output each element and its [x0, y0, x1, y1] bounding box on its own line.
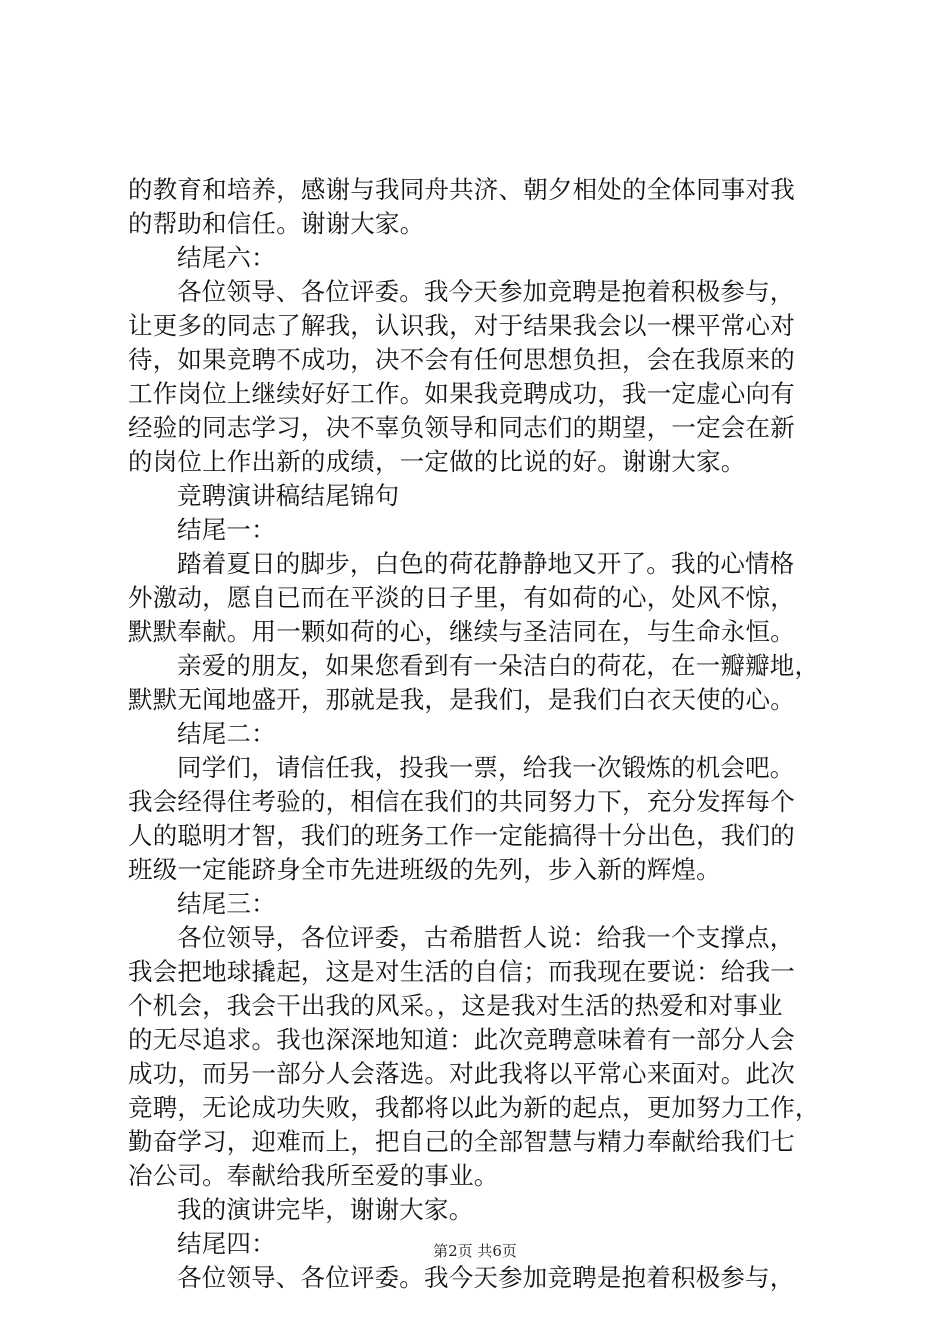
page-footer	[0, 1241, 950, 1261]
text-line: 默默无闻地盛开，那就是我，是我们，是我们白衣天使的心。	[128, 685, 795, 714]
text-line: 亲爱的朋友，如果您看到有一朵洁白的荷花，在一瓣瓣地，	[177, 651, 820, 680]
text-line: 结尾六：	[177, 243, 276, 272]
text-line: 我的演讲完毕，谢谢大家。	[177, 1195, 474, 1224]
text-line: 的教育和培养，感谢与我同舟共济、朝夕相处的全体同事对我	[128, 175, 795, 204]
text-line: 结尾四：	[177, 1229, 276, 1258]
text-line: 冶公司。奉献给我所至爱的事业。	[128, 1161, 499, 1190]
text-line: 成功，而另一部分人会落选。对此我将以平常心来面对。此次	[128, 1059, 795, 1088]
text-line: 外激动，愿自已而在平淡的日子里，有如荷的心，处风不惊，	[128, 583, 795, 612]
text-line: 班级一定能跻身全市先进班级的先列，步入新的辉煌。	[128, 855, 721, 884]
text-line: 我会把地球撬起，这是对生活的自信；而我现在要说：给我一	[128, 957, 795, 986]
text-line: 各位领导、各位评委。我今天参加竞聘是抱着积极参与，	[177, 277, 795, 306]
text-line: 的帮助和信任。谢谢大家。	[128, 209, 425, 238]
text-line: 的无尽追求。我也深深地知道：此次竞聘意味着有一部分人会	[128, 1025, 795, 1054]
text-line: 同学们，请信任我，投我一票，给我一次锻炼的机会吧。	[177, 753, 795, 782]
text-line: 结尾三：	[177, 889, 276, 918]
page-number-label: 第2页 共6页	[433, 1242, 517, 1260]
text-line: 结尾二：	[177, 719, 276, 748]
text-line: 我会经得住考验的，相信在我们的共同努力下，充分发挥每个	[128, 787, 795, 816]
text-line: 工作岗位上继续好好工作。如果我竞聘成功，我一定虚心向有	[128, 379, 795, 408]
text-line: 人的聪明才智，我们的班务工作一定能搞得十分出色，我们的	[128, 821, 795, 850]
text-line: 经验的同志学习，决不辜负领导和同志们的期望，一定会在新	[128, 413, 795, 442]
document-body	[128, 173, 840, 1295]
text-line: 各位领导，各位评委，古希腊哲人说：给我一个支撑点，	[177, 923, 795, 952]
text-line: 让更多的同志了解我，认识我，对于结果我会以一棵平常心对	[128, 311, 795, 340]
text-line: 默默奉献。用一颗如荷的心，继续与圣洁同在，与生命永恒。	[128, 617, 795, 646]
text-line: 个机会，我会干出我的风采。，这是我对生活的热爱和对事业	[128, 991, 783, 1020]
text-line: 待，如果竞聘不成功，决不会有任何思想负担，会在我原来的	[128, 345, 795, 374]
text-line: 各位领导、各位评委。我今天参加竞聘是抱着积极参与，	[177, 1263, 795, 1292]
text-line: 勤奋学习，迎难而上，把自己的全部智慧与精力奉献给我们七	[128, 1127, 795, 1156]
text-line: 竞聘演讲稿结尾锦句	[177, 481, 400, 510]
text-line: 结尾一：	[177, 515, 276, 544]
text-line: 竞聘，无论成功失败，我都将以此为新的起点，更加努力工作，	[128, 1093, 820, 1122]
text-line: 的岗位上作出新的成绩，一定做的比说的好。谢谢大家。	[128, 447, 746, 476]
text-line: 踏着夏日的脚步，白色的荷花静静地又开了。我的心情格	[177, 549, 795, 578]
